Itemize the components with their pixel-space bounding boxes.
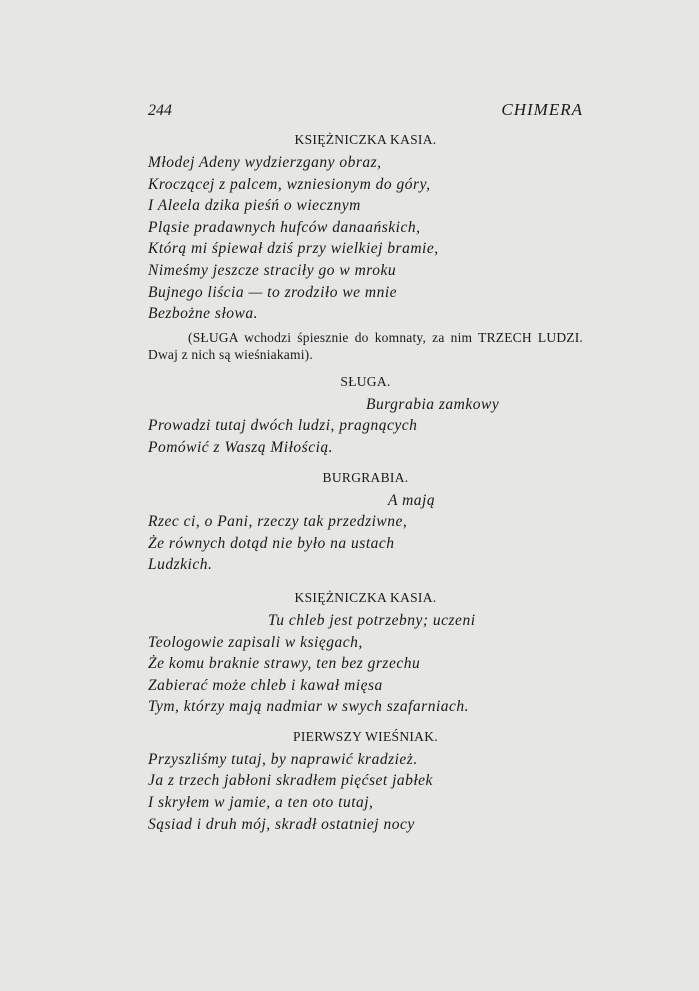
page-number: 244 xyxy=(148,102,172,119)
verse-line: Pląsie pradawnych hufców danaańskich, xyxy=(148,218,421,236)
verse-block xyxy=(148,490,583,576)
speaker-name: SŁUGA. xyxy=(340,373,391,389)
verse-line: Że komu braknie strawy, ten bez grzechu xyxy=(148,655,421,673)
speaker-name: PIERWSZY WIEŚNIAK. xyxy=(293,728,438,744)
speaker-name: KSIĘŻNICZKA KASIA. xyxy=(294,589,437,605)
verse-line: Rzec ci, o Pani, rzeczy tak przedziwne, xyxy=(148,513,408,531)
verse-line: Pomówić z Waszą Miłością. xyxy=(148,438,334,456)
verse-block xyxy=(148,394,583,459)
verse-line: Nimeśmy jeszcze straciły go w mroku xyxy=(148,261,397,279)
book-page xyxy=(148,100,583,835)
verse-line: Bujnego liścia — to zrodziło we mnie xyxy=(148,283,398,301)
running-header xyxy=(148,100,583,124)
verse-line: Teologowie zapisali w księgach, xyxy=(148,633,363,651)
verse-line: A mają xyxy=(388,491,436,509)
verse-line: Młodej Adeny wydzierzgany obraz, xyxy=(148,154,382,171)
speaker-name: BURGRABIA. xyxy=(322,469,409,485)
verse-line: Kroczącej z palcem, wzniesionym do góry, xyxy=(148,175,431,193)
verse-line: I Aleela dzika pieśń o wiecznym xyxy=(148,197,361,215)
stage-direction: (SŁUGA wchodzi śpiesznie do komnaty, za nim TRZECH LUDZI. Dwaj z nich są wieśniakami). xyxy=(148,329,583,362)
running-title: CHIMERA xyxy=(501,100,583,119)
verse-line: Zabierać może chleb i kawał mięsa xyxy=(148,676,383,694)
verse-block xyxy=(148,749,583,835)
verse-line: Tu chleb jest potrzebny; uczeni xyxy=(268,611,476,629)
verse-line: Sąsiad i druh mój, skradł ostatniej nocy xyxy=(148,815,415,833)
verse-line: Prowadzi tutaj dwóch ludzi, pragnących xyxy=(148,417,418,435)
verse-line: Ja z trzech jabłoni skradłem pięćset jabłek xyxy=(148,772,433,790)
verse-line: I skryłem w jamie, a ten oto tutaj, xyxy=(148,794,374,812)
verse-line: Przyszliśmy tutaj, by naprawić kradzież. xyxy=(148,750,418,768)
speaker-name: KSIĘŻNICZKA KASIA. xyxy=(294,132,437,147)
verse-block xyxy=(148,610,583,718)
verse-line: Burgrabia zamkowy xyxy=(366,395,500,413)
verse-line: Bezbożne słowa. xyxy=(148,305,258,323)
verse-line: Ludzkich. xyxy=(148,556,213,574)
verse-line: Że równych dotąd nie było na ustach xyxy=(148,534,395,552)
verse-line: Którą mi śpiewał dziś przy wielkiej bramie, xyxy=(148,240,439,258)
verse-block xyxy=(148,152,583,325)
verse-line: Tym, którzy mają nadmiar w swych szafarniach. xyxy=(148,698,470,716)
